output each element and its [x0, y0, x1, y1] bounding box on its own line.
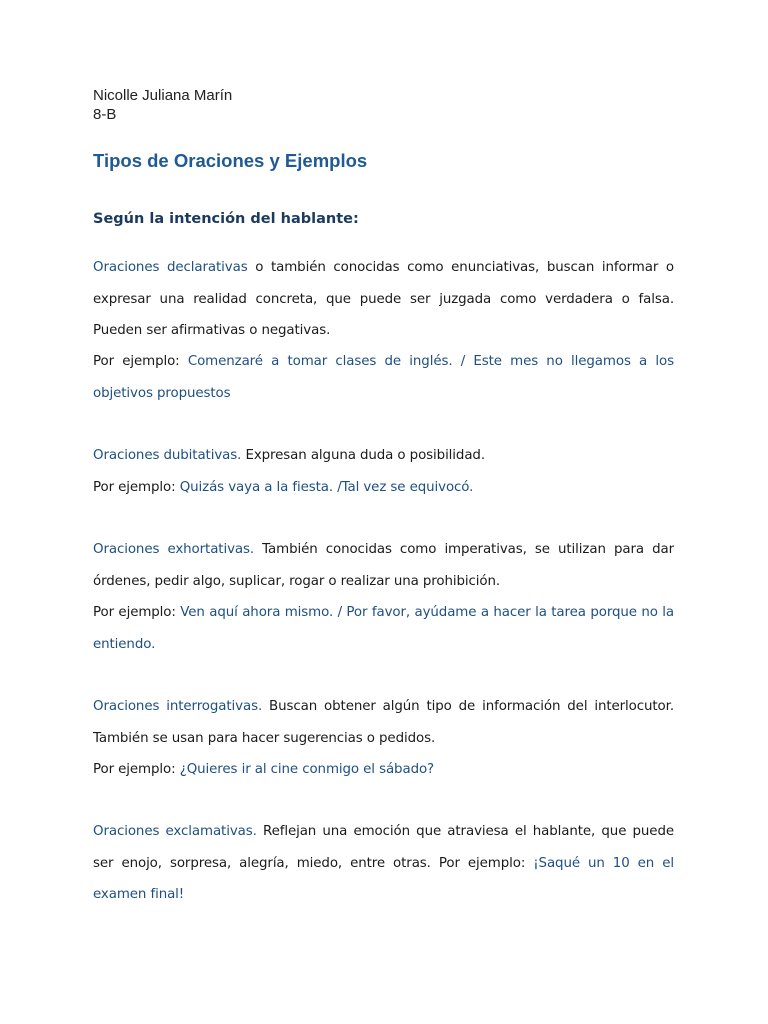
example-declarativas: Comenzaré a tomar clases de inglés. / Este mes no llegamos a los objetivos propuestos — [93, 354, 674, 401]
example-label: Por ejemplo: — [93, 605, 176, 620]
description-declarativas: o también conocidas como enunciativas, buscan informar o expresar una realidad concreta, que puede ser juzgada como verdadera o falsa. Pueden ser afirmativas o negativas. — [93, 260, 674, 338]
example-line-declarativas — [93, 346, 674, 409]
document-title: Tipos de Oraciones y Ejemplos — [93, 150, 368, 171]
term-interrogativas: Oraciones interrogativas. — [93, 699, 263, 714]
example-line-interrogativas — [93, 754, 674, 786]
paragraph-declarativas — [93, 252, 674, 347]
term-declarativas: Oraciones declarativas — [93, 260, 248, 275]
paragraph-exclamativas — [93, 816, 674, 911]
example-exclamativas: ¡Saqué un 10 en el examen final! — [93, 855, 674, 902]
document-page — [93, 86, 674, 902]
description-interrogativas: Buscan obtener algún tipo de información del interlocutor. También se usan para hacer sugerencias o pedidos. — [93, 699, 674, 746]
term-exhortativas: Oraciones exhortativas. — [93, 542, 255, 557]
example-label: Por ejemplo: — [93, 762, 176, 777]
description-exclamativas: Reflejan una emoción que atraviesa el hablante, que puede ser enojo, sorpresa, alegría, miedo, entre otras. Por ejemplo: — [93, 824, 674, 871]
example-dubitativas: Quizás vaya a la fiesta. /Tal vez se equivocó. — [179, 480, 474, 495]
section-heading: Según la intención del hablante: — [93, 211, 359, 227]
term-exclamativas: Oraciones exclamativas. — [93, 824, 257, 839]
description-dubitativas: Expresan alguna duda o posibilidad. — [241, 448, 485, 463]
example-interrogativas: ¿Quieres ir al cine conmigo el sábado? — [179, 762, 435, 777]
author-name: Nicolle Juliana Marín — [93, 87, 233, 104]
example-line-dubitativas — [93, 472, 674, 504]
term-dubitativas: Oraciones dubitativas. — [93, 448, 242, 463]
paragraph-exhortativas — [93, 534, 674, 597]
description-exhortativas: También conocidas como imperativas, se utilizan para dar órdenes, pedir algo, suplicar, rogar o realizar una prohibición. — [93, 542, 674, 589]
example-label: Por ejemplo: — [93, 354, 180, 369]
author-group: 8-B — [93, 106, 117, 123]
example-line-exhortativas — [93, 597, 674, 660]
example-exhortativas: Ven aquí ahora mismo. / Por favor, ayúdame a hacer la tarea porque no la entiendo. — [93, 605, 674, 652]
example-label: Por ejemplo: — [93, 480, 176, 495]
paragraph-dubitativas — [93, 440, 674, 472]
paragraph-interrogativas — [93, 691, 674, 754]
